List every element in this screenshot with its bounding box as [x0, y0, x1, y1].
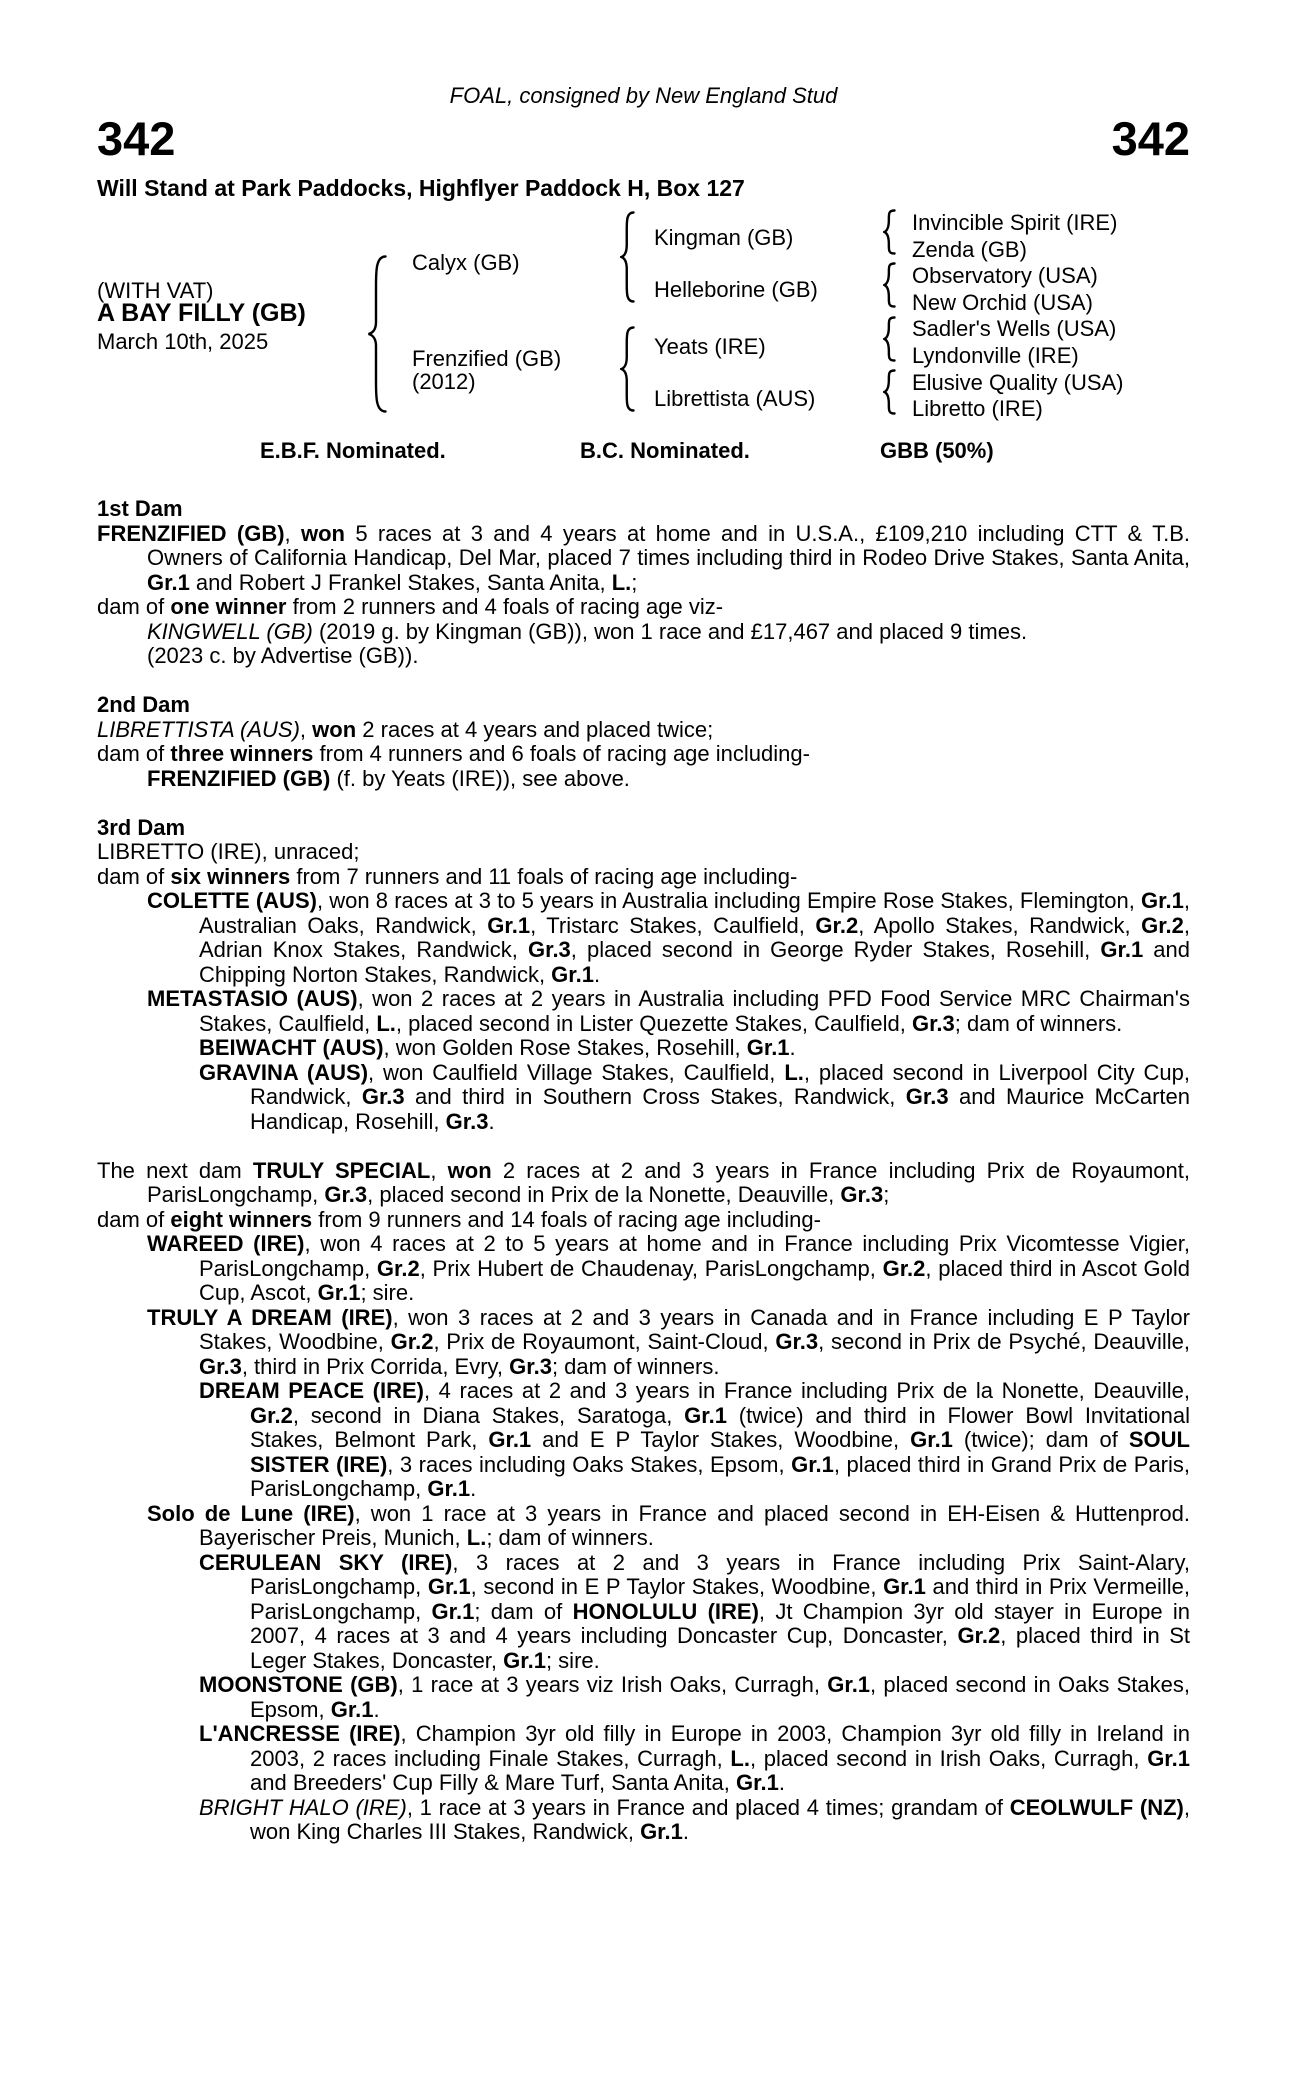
regular-text: , Prix de Royaumont, Saint-Cloud, — [433, 1329, 776, 1354]
pedigree-section — [97, 497, 1190, 669]
bold-text: eight winners — [170, 1206, 313, 1232]
pedigree-section — [97, 816, 1190, 1135]
ancestor-name: Lyndonville (IRE) — [912, 343, 1079, 368]
regular-text: . — [778, 1770, 785, 1795]
catalogue-paragraph — [147, 986, 1190, 1036]
ancestor-name: Elusive Quality (USA) — [912, 370, 1124, 395]
pedigree-brace — [883, 209, 896, 255]
bold-text: CEOLWULF (NZ) — [1009, 1794, 1184, 1820]
regular-text: . — [789, 1035, 796, 1060]
pedigree-brace — [620, 326, 635, 412]
bold-text: Gr.1 — [147, 569, 190, 595]
regular-text: , 4 races at 2 and 3 years in France including Prix de la Nonette, Deauville, — [423, 1378, 1190, 1403]
bold-text: Gr.3 — [361, 1084, 405, 1109]
bold-text: Gr.2 — [390, 1329, 434, 1354]
regular-text: , won 3 races at 2 and 3 years in Canada and in France including E P Taylor Stakes, Woodbine, — [199, 1304, 1190, 1354]
bold-text: Gr.1 — [431, 1598, 475, 1624]
bold-text: six winners — [170, 863, 291, 889]
catalogue-paragraph — [147, 1304, 1190, 1380]
regular-text: from 9 runners and 14 foals of racing age including- — [312, 1206, 821, 1232]
regular-text: , Tristarc Stakes, Caulfield, — [530, 912, 816, 938]
bold-text: L. — [466, 1525, 487, 1550]
catalogue-text — [97, 497, 1190, 1845]
bold-text: Gr.2 — [815, 912, 859, 938]
bold-text: Gr.1 — [827, 1672, 871, 1697]
bold-text: L. — [730, 1745, 750, 1771]
italic-text: LIBRETTISTA (AUS) — [97, 716, 300, 742]
bold-text: Gr.1 — [736, 1770, 779, 1795]
dam-name: Frenzified (GB) — [412, 346, 562, 371]
bold-text: TRULY A DREAM (IRE) — [147, 1304, 393, 1330]
bold-text: Gr.1 — [487, 912, 531, 938]
bold-text: Gr.1 — [488, 1427, 532, 1452]
regular-text: and E P Taylor Stakes, Woodbine, — [531, 1427, 911, 1452]
regular-text: , won 1 race at 3 years in France and placed second in EH-Eisen & Huttenprod. Bayerischer Preis, Munich, — [199, 1500, 1190, 1550]
ancestor-name: Libretto (IRE) — [912, 396, 1043, 421]
bold-text: Gr.1 — [1147, 1745, 1190, 1771]
bold-text: Gr.1 — [684, 1402, 727, 1428]
regular-text: , won 8 races at 3 to 5 years in Australia including Empire Rose Stakes, Flemington, — [316, 888, 1142, 913]
regular-text: dam of — [97, 1206, 171, 1232]
catalogue-paragraph — [97, 741, 1190, 767]
regular-text: , won 2 races at 2 years in Australia including PFD Food Service MRC Chairman's Stakes, Caulfield, — [199, 986, 1190, 1036]
dam-heading: 3rd Dam — [97, 814, 186, 840]
bold-text: Gr.1 — [1141, 888, 1184, 913]
stand-location: Will Stand at Park Paddocks, Highflyer Paddock H, Box 127 — [97, 175, 745, 201]
ancestor-name: Invincible Spirit (IRE) — [912, 210, 1118, 235]
regular-text: , Champion 3yr old filly in Europe in 2003, Champion 3yr old filly in Ireland in 2003, 2 races including Finale Stakes, Curragh, — [250, 1721, 1191, 1771]
catalogue-paragraph — [97, 520, 1190, 596]
bold-text: CERULEAN SKY (IRE) — [199, 1549, 453, 1575]
bold-text: Gr.1 — [791, 1451, 834, 1477]
catalogue-paragraph — [147, 1231, 1191, 1306]
regular-text: . — [682, 1819, 689, 1844]
catalogue-paragraph — [199, 1035, 1190, 1061]
regular-text: , third in Prix Corrida, Evry, — [241, 1353, 510, 1379]
italic-text: BRIGHT HALO (IRE) — [199, 1794, 407, 1820]
foal-description: A BAY FILLY (GB) — [97, 299, 306, 327]
regular-text: ; sire. — [545, 1647, 600, 1673]
gbb-nomination: GBB (50%) — [880, 438, 994, 463]
regular-text: (2023 c. by Advertise (GB)). — [147, 643, 419, 668]
ancestor-name: Zenda (GB) — [912, 237, 1027, 262]
dam-year: (2012) — [412, 369, 476, 394]
regular-text: , placed third in Grand Prix de Paris, ParisLongchamp, — [250, 1451, 1191, 1501]
pedigree-brace — [883, 316, 896, 362]
regular-text: from 7 runners and 11 foals of racing age including- — [290, 863, 798, 889]
dam-heading: 2nd Dam — [97, 692, 190, 717]
regular-text: , won 4 races at 2 to 5 years at home and in France including Prix Vicomtesse Vigier, ParisLongchamp, — [199, 1231, 1191, 1281]
catalogue-paragraph — [97, 863, 1190, 890]
italic-text: KINGWELL (GB) — [147, 618, 313, 644]
regular-text: . — [470, 1476, 477, 1501]
bold-text: Gr.3 — [199, 1353, 242, 1379]
regular-text: (twice); dam of — [952, 1427, 1129, 1452]
regular-text: , placed second in Prix de la Nonette, Deauville, — [367, 1182, 841, 1207]
regular-text: , 1 race at 3 years viz Irish Oaks, Curragh, — [397, 1672, 828, 1697]
regular-text: ; dam of winners. — [486, 1525, 654, 1550]
bold-text: Gr.1 — [427, 1476, 471, 1501]
pedigree-brace — [883, 369, 896, 415]
bold-text: Gr.2 — [882, 1255, 926, 1281]
regular-text: , Australian Oaks, Randwick, — [199, 888, 1190, 938]
bold-text: Gr.1 — [640, 1819, 683, 1844]
foal-vat-note: (WITH VAT) — [97, 278, 214, 303]
regular-text: . — [373, 1696, 380, 1722]
regular-text: dam of — [97, 594, 171, 619]
bold-text: Gr.2 — [1141, 912, 1184, 938]
consignor-line: FOAL, consigned by New England Stud — [449, 83, 838, 108]
bold-text: Gr.1 — [317, 1280, 361, 1305]
regular-text: , placed third in St Leger Stakes, Doncaster, — [250, 1623, 1190, 1673]
dam-heading: 1st Dam — [97, 496, 183, 521]
regular-text: , 3 races at 2 and 3 years in France including Prix Saint-Alary, ParisLongchamp, — [250, 1549, 1190, 1599]
bold-text: L. — [611, 569, 632, 595]
regular-text: and Robert J Frankel Stakes, Santa Anita, — [189, 569, 612, 595]
ebf-nomination: E.B.F. Nominated. — [260, 438, 446, 463]
catalogue-paragraph — [199, 1549, 1191, 1674]
regular-text: , — [284, 520, 301, 546]
bold-text: Gr.3 — [324, 1182, 368, 1207]
bold-text: L'ANCRESSE (IRE) — [199, 1721, 401, 1746]
regular-text: , Prix Hubert de Chaudenay, ParisLongchamp, — [419, 1255, 883, 1281]
regular-text: ; — [631, 569, 638, 595]
bold-text: Gr.2 — [957, 1623, 1001, 1648]
catalogue-paragraph — [147, 888, 1191, 987]
regular-text: ; dam of winners. — [954, 1010, 1123, 1036]
bold-text: Gr.2 — [250, 1402, 293, 1428]
regular-text: , 3 races including Oaks Stakes, Epsom, — [387, 1451, 792, 1477]
bold-text: GRAVINA (AUS) — [199, 1059, 369, 1085]
bold-text: won — [447, 1157, 492, 1183]
regular-text: , placed second in Lister Quezette Stakes, Caulfield, — [395, 1010, 912, 1036]
regular-text: , second in Prix de Psyché, Deauville, — [818, 1329, 1190, 1354]
regular-text: and Breeders' Cup Filly & Mare Turf, Santa Anita, — [250, 1770, 736, 1795]
bold-text: three winners — [170, 741, 314, 766]
bold-text: L. — [376, 1010, 396, 1036]
ancestor-name: Yeats (IRE) — [654, 334, 766, 359]
lot-number-row — [97, 112, 1190, 165]
regular-text: and Maurice McCarten Handicap, Rosehill, — [250, 1084, 1190, 1134]
catalogue-paragraph — [199, 1378, 1191, 1502]
regular-text: from 2 runners and 4 foals of racing age viz- — [286, 594, 724, 619]
bold-text: DREAM PEACE (IRE) — [199, 1378, 424, 1403]
bold-text: Gr.1 — [746, 1035, 790, 1060]
ancestor-name: Kingman (GB) — [654, 225, 794, 250]
regular-text: 2 races at 2 and 3 years in France including Prix de Royaumont, ParisLongchamp, — [147, 1157, 1190, 1207]
catalogue-paragraph — [147, 1500, 1190, 1551]
bold-text: Gr.3 — [509, 1353, 552, 1379]
regular-text: , placed third in Ascot Gold Cup, Ascot, — [199, 1255, 1190, 1305]
regular-text: (2019 g. by Kingman (GB)), won 1 race and £17,467 and placed 9 times. — [312, 618, 1028, 644]
regular-text: and Chipping Norton Stakes, Randwick, — [199, 937, 1190, 987]
regular-text: from 4 runners and 6 foals of racing age including- — [313, 741, 810, 766]
regular-text: and third in Southern Cross Stakes, Randwick, — [404, 1084, 906, 1109]
catalogue-paragraph — [97, 839, 1190, 865]
regular-text: and third in Prix Vermeille, ParisLongchamp, — [250, 1574, 1191, 1624]
sire-name: Calyx (GB) — [412, 250, 520, 275]
regular-text: , — [430, 1157, 448, 1183]
regular-text: , second in Diana Stakes, Saratoga, — [292, 1402, 685, 1428]
bold-text: Gr.1 — [503, 1647, 546, 1673]
bold-text: Gr.3 — [840, 1182, 884, 1207]
pedigree-brace — [367, 255, 387, 413]
regular-text: , — [299, 716, 313, 742]
bold-text: Gr.3 — [905, 1084, 949, 1109]
regular-text: , won Golden Rose Stakes, Rosehill, — [383, 1035, 747, 1060]
bold-text: TRULY SPECIAL — [252, 1157, 431, 1183]
bold-text: Gr.1 — [551, 961, 594, 987]
regular-text: LIBRETTO (IRE), unraced; — [97, 839, 360, 864]
bold-text: Gr.1 — [427, 1574, 471, 1599]
regular-text: ; sire. — [360, 1280, 415, 1305]
ancestor-name: New Orchid (USA) — [912, 290, 1093, 315]
regular-text: , 1 race at 3 years in France and placed 4 times; grandam of — [406, 1794, 1010, 1820]
bold-text: L. — [784, 1059, 804, 1085]
bold-text: HONOLULU (IRE) — [572, 1598, 759, 1624]
catalogue-paragraph — [147, 620, 1190, 645]
bold-text: won — [312, 716, 357, 742]
bold-text: MOONSTONE (GB) — [199, 1672, 398, 1697]
regular-text: , won King Charles III Stakes, Randwick, — [250, 1794, 1190, 1844]
catalogue-page — [0, 83, 1315, 1845]
bold-text: Gr.3 — [911, 1010, 955, 1036]
regular-text: , second in E P Taylor Stakes, Woodbine, — [470, 1574, 884, 1599]
pedigree-section — [97, 1159, 1190, 1845]
bold-text: Solo de Lune (IRE) — [147, 1500, 355, 1526]
regular-text: , Jt Champion 3yr old stayer in Europe in 2007, 4 races at 3 and 4 years including Doncaster Cup, Doncaster, — [250, 1598, 1191, 1648]
regular-text: dam of — [97, 741, 171, 766]
regular-text: (f. by Yeats (IRE)), see above. — [330, 765, 630, 791]
regular-text: ; dam of — [474, 1598, 573, 1624]
bold-text: COLETTE (AUS) — [147, 888, 317, 913]
regular-text: , placed second in Oaks Stakes, Epsom, — [250, 1672, 1190, 1722]
bold-text: FRENZIFIED (GB) — [147, 765, 331, 791]
regular-text: , placed second in Liverpool City Cup, Randwick, — [250, 1059, 1190, 1109]
bold-text: Gr.3 — [775, 1329, 819, 1354]
pedigree-section — [97, 693, 1190, 791]
regular-text: . — [593, 961, 601, 987]
catalogue-paragraph — [199, 1794, 1190, 1845]
catalogue-paragraph — [97, 1157, 1190, 1208]
ancestor-name: Helleborine (GB) — [654, 277, 818, 302]
ancestor-name: Librettista (AUS) — [654, 386, 816, 411]
regular-text: , placed second in George Ryder Stakes, Rosehill, — [570, 937, 1101, 962]
bold-text: Gr.1 — [910, 1427, 953, 1452]
pedigree-brace — [620, 211, 635, 303]
bold-text: Gr.3 — [445, 1108, 489, 1134]
regular-text: 2 races at 4 years and placed twice; — [356, 716, 714, 742]
regular-text: dam of — [97, 863, 171, 889]
regular-text: , won Caulfield Village Stakes, Caulfield, — [368, 1059, 785, 1085]
pedigree-brace — [883, 262, 896, 308]
regular-text: 5 races at 3 and 4 years at home and in U.S.A., £109,210 including CTT & T.B. Owners of California Handicap, Del Mar, placed 7 times including third in Rodeo Drive Stakes, Santa Anita, — [147, 520, 1190, 570]
bold-text: won — [301, 520, 345, 546]
foal-date: March 10th, 2025 — [97, 329, 269, 354]
catalogue-paragraph — [199, 1721, 1191, 1796]
bold-text: one winner — [170, 594, 287, 619]
regular-text: The next dam — [97, 1157, 253, 1183]
catalogue-paragraph — [147, 765, 1190, 792]
bold-text: METASTASIO (AUS) — [147, 986, 358, 1011]
catalogue-paragraph — [97, 1206, 1190, 1233]
catalogue-paragraph — [97, 594, 1190, 620]
bold-text: SOUL SISTER (IRE) — [250, 1427, 1190, 1477]
ancestor-name: Sadler's Wells (USA) — [912, 316, 1117, 341]
bc-nomination: B.C. Nominated. — [580, 438, 750, 463]
lot-number-left: 342 — [97, 112, 176, 165]
bold-text: Gr.3 — [527, 937, 571, 962]
regular-text: ; — [883, 1182, 890, 1207]
bold-text: Gr.1 — [1100, 937, 1144, 962]
pedigree-tree — [97, 205, 1190, 477]
regular-text: ; dam of winners. — [551, 1353, 720, 1379]
bold-text: FRENZIFIED (GB) — [97, 520, 285, 546]
regular-text: (twice) and third in Flower Bowl Invitational Stakes, Belmont Park, — [250, 1402, 1190, 1452]
catalogue-paragraph — [199, 1059, 1190, 1135]
bold-text: Gr.1 — [883, 1574, 926, 1599]
regular-text: , Adrian Knox Stakes, Randwick, — [199, 912, 1191, 962]
catalogue-paragraph — [147, 644, 1190, 669]
catalogue-paragraph — [199, 1672, 1190, 1722]
bold-text: Gr.1 — [330, 1696, 374, 1722]
regular-text: , placed second in Irish Oaks, Curragh, — [749, 1745, 1148, 1771]
regular-text: . — [488, 1108, 495, 1134]
catalogue-paragraph — [97, 716, 1190, 743]
bold-text: Gr.2 — [376, 1255, 420, 1281]
bold-text: BEIWACHT (AUS) — [199, 1035, 384, 1060]
lot-number-right: 342 — [1111, 112, 1190, 165]
bold-text: WAREED (IRE) — [147, 1231, 305, 1256]
regular-text: , Apollo Stakes, Randwick, — [858, 912, 1142, 938]
ancestor-name: Observatory (USA) — [912, 263, 1098, 288]
